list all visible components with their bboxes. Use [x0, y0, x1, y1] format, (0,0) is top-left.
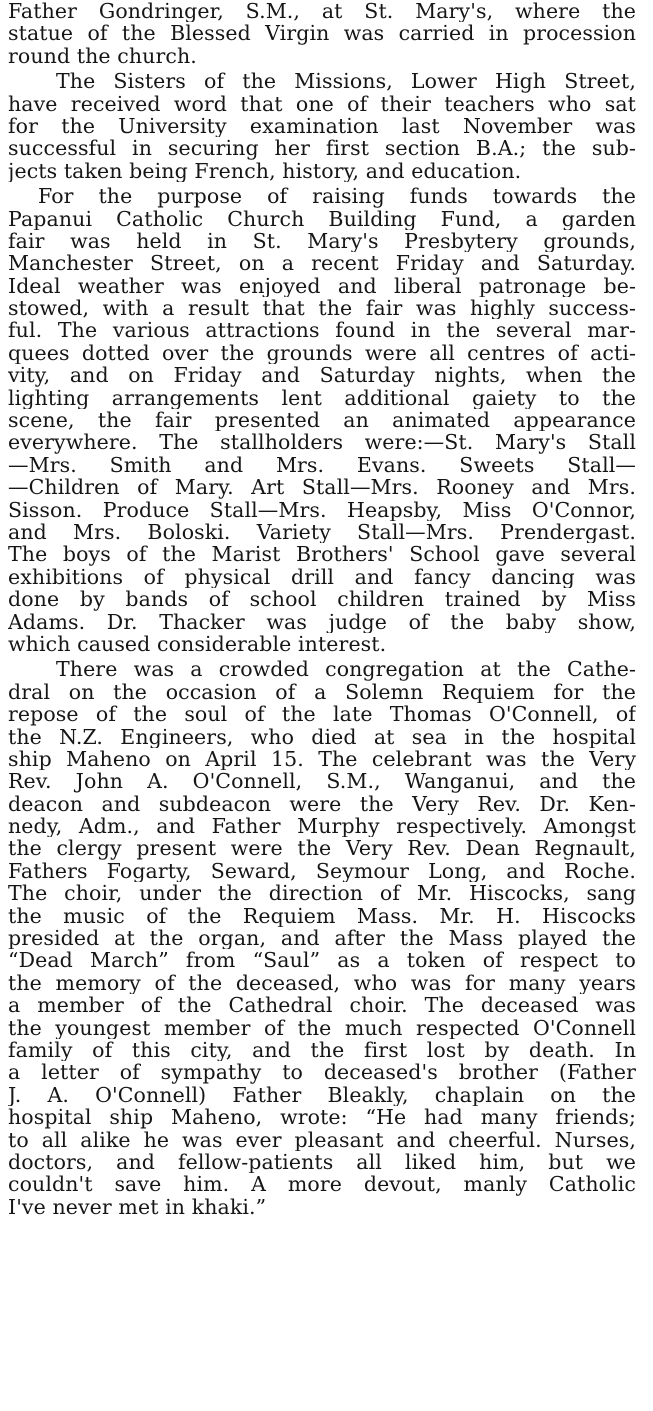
text-line: exhibitions of physical drill and fancy dancing was [8, 565, 636, 589]
text-line: for the University examination last November was [8, 114, 636, 138]
text-line: “Dead March” from “Saul” as a token of respect to [8, 949, 636, 972]
text-line: lighting arrangements lent additional gaiety to the [8, 386, 636, 410]
text-line: hospital ship Maheno, wrote: “He had many friends; [8, 1106, 636, 1129]
text-line: stowed, with a result that the fair was highly success- [8, 297, 636, 320]
text-line: which caused considerable interest. [8, 632, 387, 656]
paragraph-garden-fair [8, 185, 636, 655]
text-line: fair was held in St. Mary's Presbytery grounds, [8, 229, 636, 253]
text-line: Father Gondringer, S.M., at St. Mary's, where the [8, 0, 636, 23]
text-line: The boys of the Marist Brothers' School gave several [8, 543, 636, 566]
paragraph-procession [8, 0, 636, 67]
text-line: quees dotted over the grounds were all centres of acti- [8, 341, 636, 365]
text-line: —Children of Mary. Art Stall—Mrs. Rooney and Mrs. [8, 476, 636, 499]
text-line: family of this city, and the first lost by death. In [8, 1038, 636, 1062]
text-line: presided at the organ, and after the Mass played the [8, 927, 636, 950]
text-line: The Sisters of the Missions, Lower High Street, [56, 70, 636, 93]
text-line: I've never met in khaki.” [8, 1195, 267, 1219]
text-line: Fathers Fogarty, Seward, Seymour Long, and Roche. [8, 859, 636, 883]
text-line: have received word that one of their teachers who sat [8, 92, 636, 115]
text-line: —Mrs. Smith and Mrs. Evans. Sweets Stall— [8, 453, 636, 477]
text-line: and Mrs. Boloski. Variety Stall—Mrs. Prendergast. [8, 520, 636, 544]
text-line: the youngest member of the much respected O'Connell [8, 1016, 636, 1039]
text-line: jects taken being French, history, and education. [8, 159, 522, 183]
text-line: There was a crowded congregation at the Cathe- [56, 658, 636, 681]
text-line: done by bands of school children trained by Miss [8, 588, 636, 611]
text-line: scene, the fair presented an animated appearance [8, 409, 636, 432]
paragraph-requiem [8, 658, 636, 1218]
text-line: Papanui Catholic Church Building Fund, a garden [8, 207, 636, 230]
text-line: couldn't save him. A more devout, manly Catholic [8, 1173, 636, 1196]
text-line: ship Maheno on April 15. The celebrant was the Very [8, 747, 636, 771]
text-line: The choir, under the direction of Mr. Hiscocks, sang [8, 882, 636, 905]
text-line: a letter of sympathy to deceased's brother (Father [8, 1061, 636, 1084]
text-line: Rev. John A. O'Connell, S.M., Wanganui, and the [8, 770, 636, 793]
text-line: J. A. O'Connell) Father Bleakly, chaplain on the [8, 1083, 636, 1107]
text-line: the clergy present were the Very Rev. Dean Regnault, [8, 837, 636, 860]
text-line: everywhere. The stallholders were:—St. Mary's Stall [8, 431, 636, 454]
text-line: the music of the Requiem Mass. Mr. H. Hiscocks [8, 904, 636, 928]
text-line: a member of the Cathedral choir. The deceased was [8, 994, 636, 1017]
text-line: round the church. [8, 44, 197, 68]
article-column [8, 0, 636, 1218]
text-line: the memory of the deceased, who was for many years [8, 971, 636, 995]
text-line: ful. The various attractions found in the several mar- [8, 319, 636, 342]
text-line: Adams. Dr. Thacker was judge of the baby show, [8, 610, 636, 633]
text-line: statue of the Blessed Virgin was carried in procession [8, 22, 636, 45]
text-line: repose of the soul of the late Thomas O'Connell, of [8, 703, 636, 726]
text-line: dral on the occasion of a Solemn Requiem for the [8, 680, 636, 704]
text-line: Ideal weather was enjoyed and liberal patronage be- [8, 274, 636, 298]
text-line: to all alike he was ever pleasant and cheerful. Nurses, [8, 1128, 636, 1151]
text-line: For the purpose of raising funds towards the [38, 185, 636, 208]
paragraph-sisters-missions [8, 70, 636, 182]
text-line: Manchester Street, on a recent Friday and Saturday. [8, 252, 636, 275]
text-line: vity, and on Friday and Saturday nights, when the [8, 364, 636, 387]
text-line: deacon and subdeacon were the Very Rev. Dr. Ken- [8, 792, 636, 816]
text-line: the N.Z. Engineers, who died at sea in the hospital [8, 725, 636, 748]
text-line: successful in securing her first section B.A.; the sub- [8, 137, 636, 160]
text-line: doctors, and fellow-patients all liked him, but we [8, 1150, 636, 1174]
text-line: Sisson. Produce Stall—Mrs. Heapsby, Miss O'Connor, [8, 498, 636, 521]
text-line: nedy, Adm., and Father Murphy respectively. Amongst [8, 815, 636, 838]
